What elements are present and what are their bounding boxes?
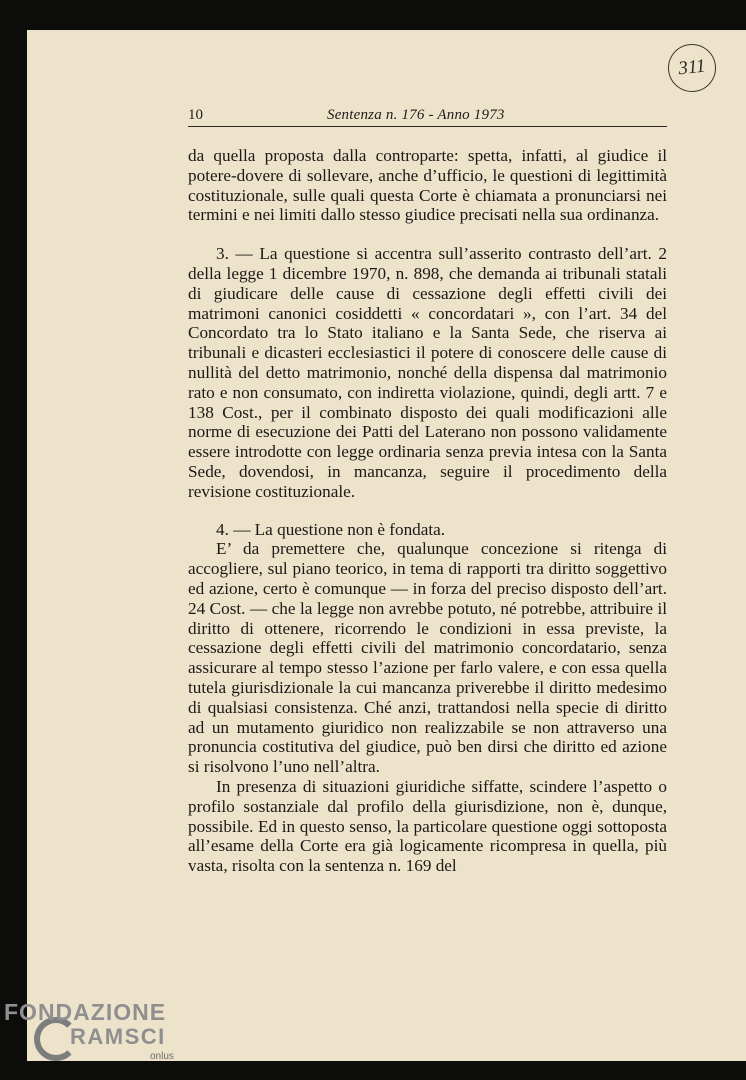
paragraph-premise: E’ da premettere che, qualunque concezione si ritenga di accogliere, sul piano teorico, in tema di rapporti tra diritto soggettivo ed azione, certo è comunque — in forza del preciso disposto dell’art. 24 Cost. — che la legge non avrebbe potuto, né potrebbe, attribuire il diritto di ottenere, ricorrendo le condizioni in essa previste, la cessazione degli effetti civili del matrimonio concordatario, senza assicurare al tempo stesso l’azione per farlo valere, e con essa quella tutela giurisdizionale la cui mancanza priverebbe il diritto medesimo di qualsiasi consistenza. Ché anzi, trattandosi nella specie di diritto ad un mutamento giuridico non realizzabile se non attraverso una pronuncia costitutiva del giudice, può ben dirsi che diritto ed azione si risolvono l’uno nell’altra. — [188, 539, 667, 777]
paragraph-section-4-heading: 4. — La questione non è fondata. — [216, 519, 446, 539]
watermark-line-3: onlus — [150, 1051, 174, 1062]
document-body — [188, 146, 667, 876]
paragraph-presence: In presenza di situazioni giuridiche siffatte, scindere l’aspetto o profilo sostanziale dal profilo della giurisdizione, non è, dunque, possibile. Ed in questo senso, la particolare questione oggi sottoposta all’esame della Corte era già logicamente ricompresa in quella, più vasta, risolta con la sentenza n. 169 del — [188, 776, 667, 876]
reference-number: 311 — [677, 55, 707, 80]
paragraph-section-3: 3. — La questione si accentra sull’asserito contrasto dell’art. 2 della legge 1 dicembre 1970, n. 898, che demanda ai tribunali statali di giudicare delle cause di cessazione degli effetti civili dei matrimoni canonici cosiddetti « concordatari », con l’art. 34 del Concordato tra lo Stato italiano e la Santa Sede, che riserva ai tribunali e dicasteri ecclesiastici il potere di conoscere delle cause di nullità del detto matrimonio, nonché della dispensa dal matrimonio rato e non consumato, con indiretta violazione, quindi, degli artt. 7 e 138 Cost., per il combinato disposto dei quali modificazioni alle norme di esecuzione dei Patti del Laterano non possono validamente essere introdotte con legge ordinaria senza previa intesa con la Santa Sede, dovendosi, in mancanza, seguire il procedimento della revisione costituzionale. — [188, 244, 667, 501]
page-number: 10 — [188, 107, 203, 123]
watermark-line-1: FONDAZIONE — [4, 999, 167, 1025]
paragraph-continuation: da quella proposta dalla controparte: spetta, infatti, al giudice il potere-dovere di sollevare, anche d’ufficio, le questioni di legittimità costituzionale, sulle quali questa Corte è chiamata a pronunciarsi nei termini e nei limiti dallo stesso giudice precisati nella sua ordinanza. — [188, 146, 667, 225]
archive-watermark — [4, 999, 194, 1075]
running-header — [188, 106, 667, 127]
header-title: Sentenza n. 176 - Anno 1973 — [327, 107, 505, 123]
watermark-line-2: RAMSCI — [70, 1024, 166, 1049]
